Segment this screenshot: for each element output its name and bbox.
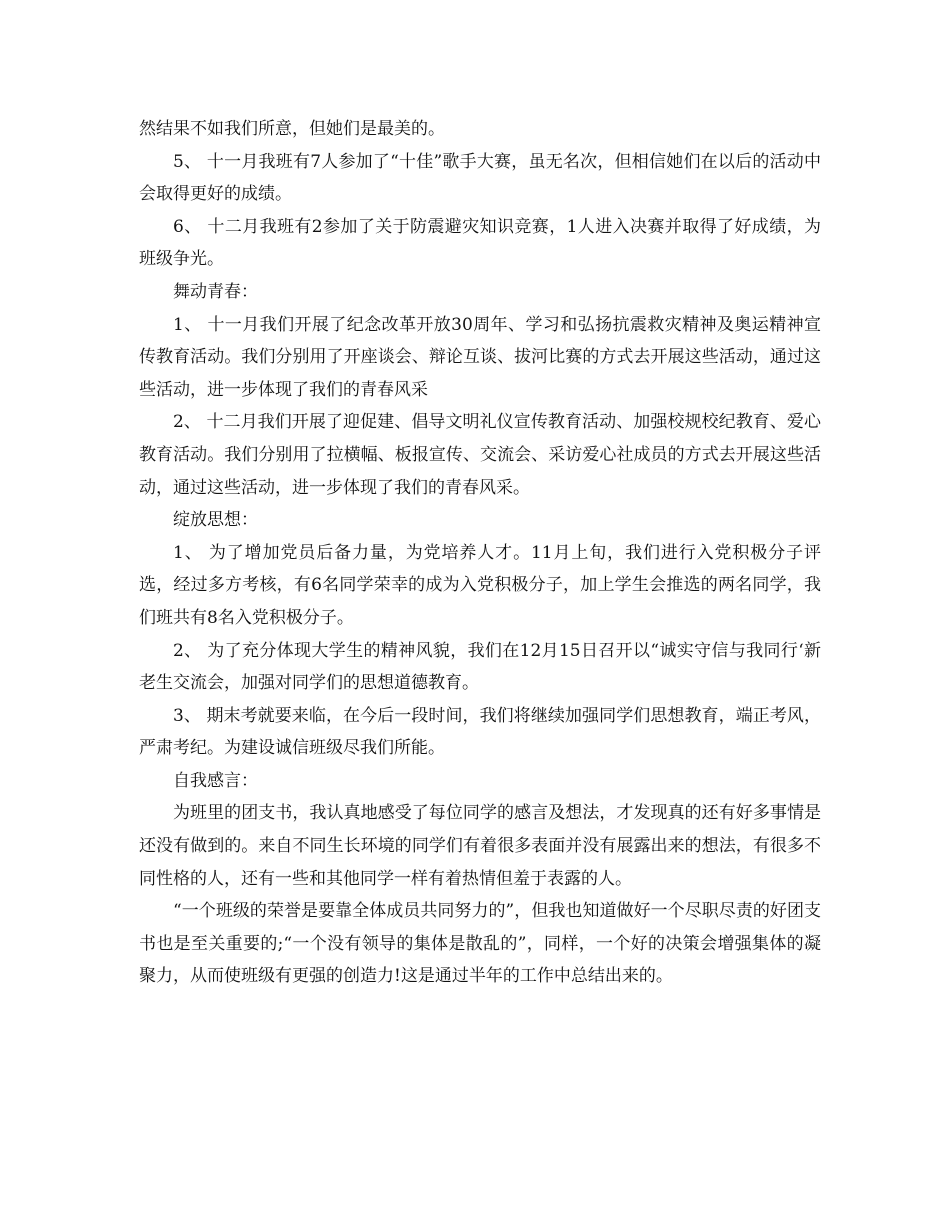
- paragraph-thought-item-3: 3、 期末考就要来临，在今后一段时间，我们将继续加强同学们思想教育，端正考风，严肃考纪。为建设诚信班级尽我们所能。: [139, 705, 821, 759]
- section-heading-dance-youth: 舞动青春：: [173, 281, 258, 302]
- paragraph-dance-item-2: 2、 十二月我们开展了迎促建、倡导文明礼仪宣传教育活动、加强校规校纪教育、爱心教育活动。我们分别用了拉横幅、板报宣传、交流会、采访爱心社成员的方式去开展这些活动，通过这些活动，进一步体现了我们的青春风采。: [139, 412, 821, 498]
- paragraph-item-6: 6、 十二月我班有2参加了关于防震避灾知识竞赛，1人进入决赛并取得了好成绩，为班级争光。: [139, 216, 821, 270]
- section-heading-bloom-thought: 绽放思想：: [173, 510, 258, 531]
- paragraph-item-5: 5、 十一月我班有7人参加了“十佳”歌手大赛，虽无名次，但相信她们在以后的活动中会取得更好的成绩。: [139, 151, 821, 205]
- paragraph-reflection-2: “一个班级的荣誉是要靠全体成员共同努力的”，但我也知道做好一个尽职尽责的好团支书也是至关重要的;“一个没有领导的集体是散乱的”，同样，一个好的决策会增强集体的凝聚力，从而使班级有更强的创造力!这是通过半年的工作中总结出来的。: [139, 901, 821, 987]
- paragraph-dance-item-1: 1、 十一月我们开展了纪念改革开放30周年、学习和弘扬抗震救灾精神及奥运精神宣传教育活动。我们分别用了开座谈会、辩论互谈、拔河比赛的方式去开展这些活动，通过这些活动，进一步体现了我们的青春风采: [139, 314, 821, 400]
- paragraph-reflection-1: 为班里的团支书，我认真地感受了每位同学的感言及想法，才发现真的还有好多事情是还没有做到的。来自不同生长环境的同学们有着很多表面并没有展露出来的想法，有很多不同性格的人，还有一些和其他同学一样有着热情但羞于表露的人。: [139, 803, 821, 889]
- document-body: [139, 113, 821, 993]
- paragraph-continuation: 然结果不如我们所意，但她们是最美的。: [139, 119, 445, 139]
- paragraph-thought-item-1: 1、 为了增加党员后备力量，为党培养人才。11月上旬，我们进行入党积极分子评选，经过多方考核，有6名同学荣幸的成为入党积极分子，加上学生会推选的两名同学，我们班共有8名入党积极分子。: [139, 542, 821, 628]
- section-heading-self-reflection: 自我感言：: [173, 770, 258, 791]
- paragraph-thought-item-2: 2、 为了充分体现大学生的精神风貌，我们在12月15日召开以“诚实守信与我同行‘新老生交流会，加强对同学们的思想道德教育。: [139, 640, 821, 694]
